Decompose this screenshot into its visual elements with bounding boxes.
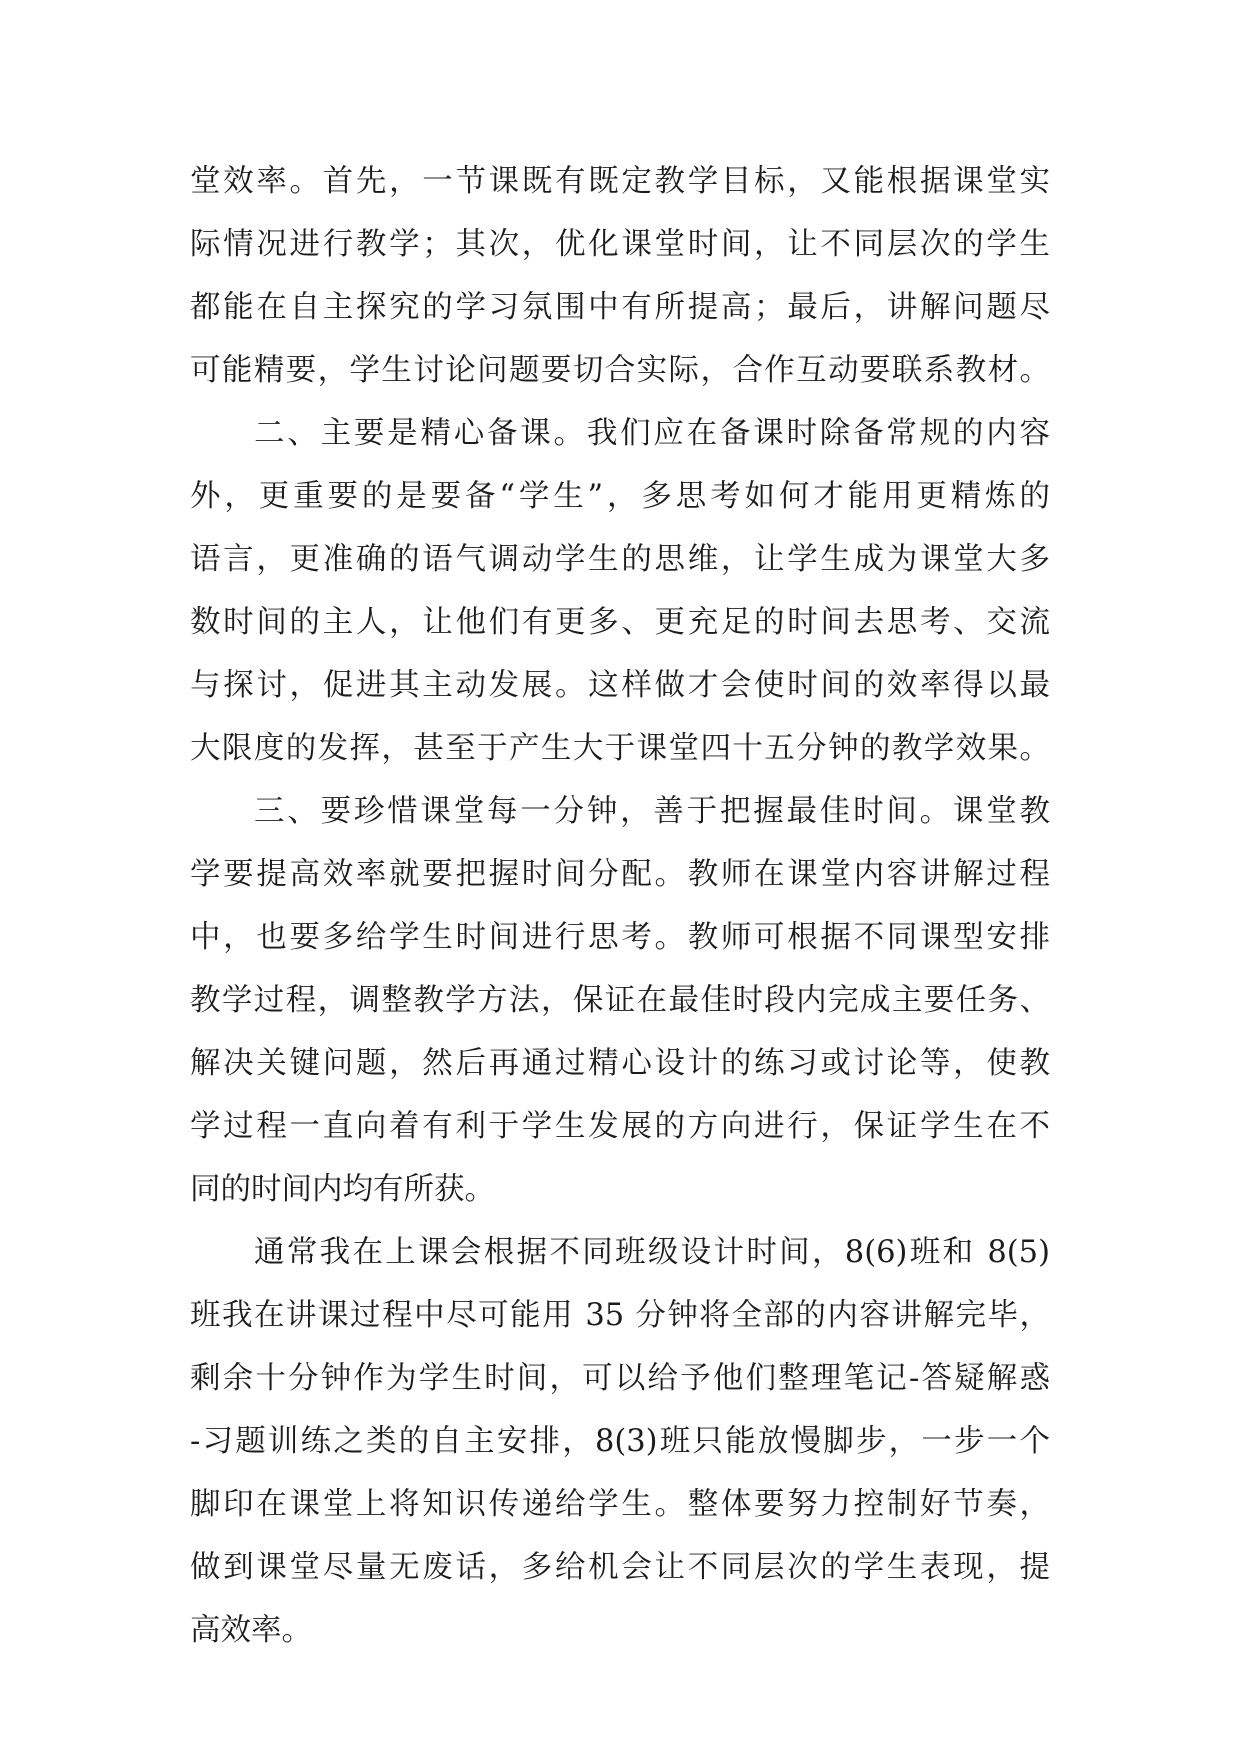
text-line: 堂效率。首先，一节课既有既定教学目标，又能根据课堂实 — [190, 164, 1050, 199]
text-line: 学要提高效率就要把握时间分配。教师在课堂内容讲解过程 — [190, 857, 1050, 892]
text-line: 语言，更准确的语气调动学生的思维，让学生成为课堂大多 — [190, 542, 1050, 577]
text-line: 高效率。 — [190, 1613, 312, 1648]
text-line: 通常我在上课会根据不同班级设计时间，8(6)班和 8(5) — [254, 1235, 1050, 1270]
text-line: 脚印在课堂上将知识传递给学生。整体要努力控制好节奏， — [190, 1487, 1050, 1522]
body-text — [190, 150, 1050, 1662]
text-line: 教学过程，调整教学方法，保证在最佳时段内完成主要任务、 — [190, 983, 1050, 1018]
text-line: 外，更重要的是要备“学生”，多思考如何才能用更精炼的 — [190, 479, 1050, 514]
text-line: 学过程一直向着有利于学生发展的方向进行，保证学生在不 — [190, 1109, 1050, 1144]
text-line: 解决关键问题，然后再通过精心设计的练习或讨论等，使教 — [190, 1046, 1050, 1081]
text-line: 班我在讲课过程中尽可能用 35 分钟将全部的内容讲解完毕， — [190, 1298, 1050, 1333]
text-line: 数时间的主人，让他们有更多、更充足的时间去思考、交流 — [190, 605, 1050, 640]
text-line: 大限度的发挥，甚至于产生大于课堂四十五分钟的教学效果。 — [190, 731, 1050, 766]
text-line: 可能精要，学生讨论问题要切合实际，合作互动要联系教材。 — [190, 353, 1050, 388]
text-line: 中，也要多给学生时间进行思考。教师可根据不同课型安排 — [190, 920, 1050, 955]
text-line: 同的时间内均有所获。 — [190, 1172, 495, 1207]
text-line: 三、要珍惜课堂每一分钟，善于把握最佳时间。课堂教 — [254, 794, 1050, 829]
text-line: 二、主要是精心备课。我们应在备课时除备常规的内容 — [254, 416, 1050, 451]
text-line: -习题训练之类的自主安排，8(3)班只能放慢脚步，一步一个 — [190, 1424, 1050, 1459]
text-line: 际情况进行教学；其次，优化课堂时间，让不同层次的学生 — [190, 227, 1050, 262]
text-line: 都能在自主探究的学习氛围中有所提高；最后，讲解问题尽 — [190, 290, 1050, 325]
text-line: 做到课堂尽量无废话，多给机会让不同层次的学生表现，提 — [190, 1550, 1050, 1585]
text-line: 与探讨，促进其主动发展。这样做才会使时间的效率得以最 — [190, 668, 1050, 703]
text-line: 剩余十分钟作为学生时间，可以给予他们整理笔记-答疑解惑 — [190, 1361, 1050, 1396]
